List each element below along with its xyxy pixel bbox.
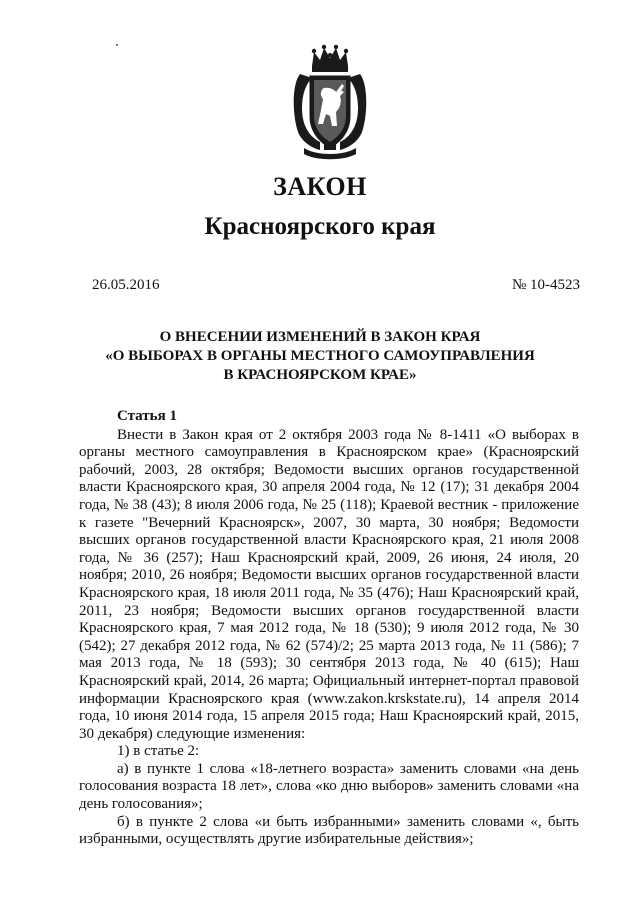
body-paragraph: 1) в статье 2: (117, 743, 200, 760)
law-heading-line: В КРАСНОЯРСКОМ КРАЕ» (223, 367, 417, 383)
scan-speck (116, 44, 118, 46)
document-title: ЗАКОН (273, 172, 367, 201)
document-number: № 10-4523 (511, 277, 580, 293)
document-date: 26.05.2016 (92, 277, 160, 293)
law-heading-line: «О ВЫБОРАХ В ОРГАНЫ МЕСТНОГО САМОУПРАВЛЕНИЯ (105, 348, 535, 364)
law-heading-line: О ВНЕСЕНИИ ИЗМЕНЕНИЙ В ЗАКОН КРАЯ (159, 329, 481, 345)
document-subtitle: Красноярского края (204, 213, 436, 240)
body-paragraph: б) в пункте 2 слова «и быть избранными» заменить словами «, быть избранными, осуществлять другие избирательные действия»; (79, 813, 579, 848)
document-body (79, 408, 579, 849)
body-paragraph: а) в пункте 1 слова «18-летнего возраста» заменить словами «на день голосования возраста 18 лет», слова «ко дню выборов» заменить словами «на день голосования»; (79, 760, 579, 813)
law-heading (0, 328, 640, 385)
article-title: Статья 1 (117, 408, 177, 424)
body-paragraph: Внести в Закон края от 2 октября 2003 года № 8-1411 «О выборах в органы местного самоуправления в Красноярском крае» (Красноярский рабочий, 2003, 28 октября; Ведомости высших органов государственной власти Красноярского края, 30 апреля 2004 года, № 12 (17); 31 декабря 2004 года, № 38 (43); 8 июля 2006 года, № 25 (118); Краевой вестник - приложение к газете "Вечерний Красноярск», 2007, 30 марта, 30 ноября; Ведомости высших органов государственной власти Красноярского края, 21 июля 2008 года, № 36 (257); Наш Красноярский край, 2009, 26 июня, 24 июля, 20 ноября; 2010, 26 ноября; Ведомости высших органов государственной власти Красноярского края, 18 июля 2011 года, № 35 (476); Наш Красноярский край, 2011, 23 ноября; Ведомости высших органов государственной власти Красноярского края, 7 мая 2012 года, № 18 (530); 9 июля 2012 года, № 30 (542); 27 декабря 2012 года, № 62 (574)/2; 25 марта 2013 года, № 11 (586); 7 мая 2013 года, № 18 (593); 30 сентября 2013 года, № 40 (615); Наш Красноярский край, 2014, 26 марта; Официальный интернет-портал правовой информации Красноярского края (www.zakon.krskstate.ru), 14 апреля 2014 года, 10 июня 2014 года, 15 апреля 2015 года; Наш Красноярский край, 2015, 30 декабря) следующие изменения: (79, 426, 579, 742)
coat-of-arms-emblem (290, 44, 370, 162)
